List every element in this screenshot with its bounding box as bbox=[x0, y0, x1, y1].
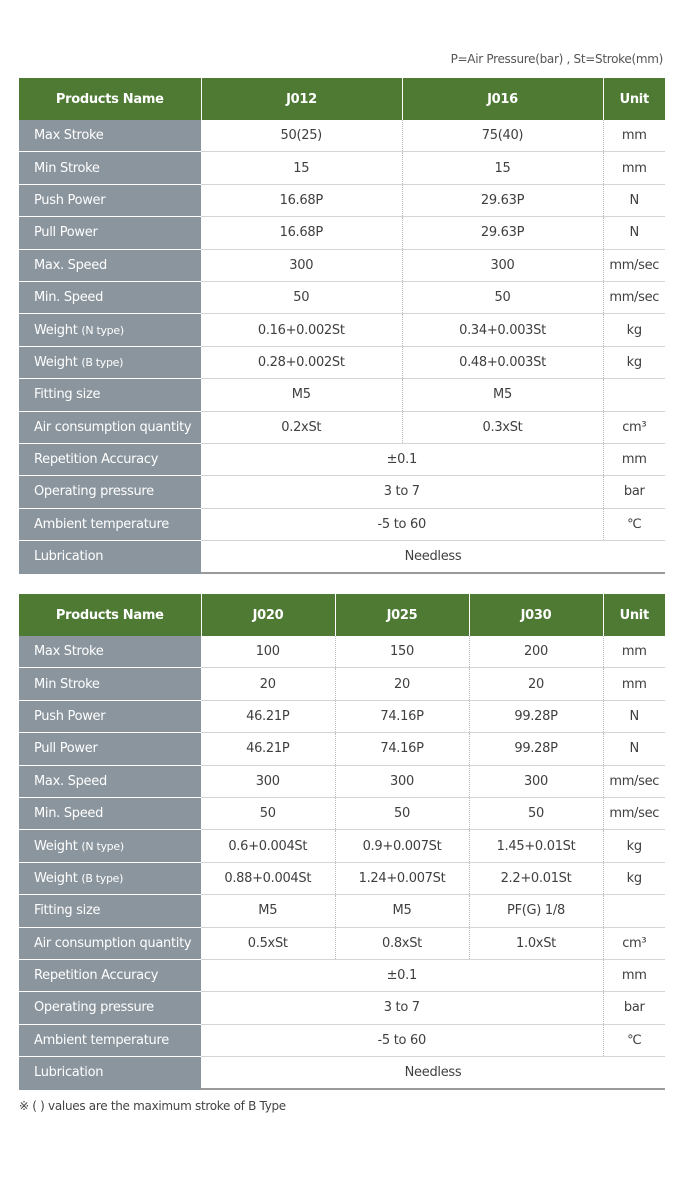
header-unit: Unit bbox=[603, 594, 665, 636]
cell-unit: mm bbox=[603, 120, 665, 152]
table-row bbox=[19, 830, 665, 862]
row-label-text: Repetition Accuracy bbox=[34, 452, 159, 468]
row-label-text: Air consumption quantity bbox=[34, 419, 192, 435]
cell-unit: mm bbox=[603, 959, 665, 991]
cell-unit: cm³ bbox=[603, 927, 665, 959]
cell-value: 300 bbox=[335, 765, 469, 797]
cell-value: 0.8xSt bbox=[335, 927, 469, 959]
cell-value: 0.9+0.007St bbox=[335, 830, 469, 862]
header-model: J030 bbox=[469, 594, 603, 636]
table-row bbox=[19, 281, 665, 313]
table-row bbox=[19, 765, 665, 797]
table-row bbox=[19, 959, 665, 991]
cell-value-span: Needless bbox=[201, 541, 665, 574]
cell-value: 0.16+0.002St bbox=[201, 314, 402, 346]
table-row bbox=[19, 797, 665, 829]
header-model: J020 bbox=[201, 594, 335, 636]
row-label bbox=[19, 346, 201, 378]
table-row bbox=[19, 733, 665, 765]
cell-value: 74.16P bbox=[335, 700, 469, 732]
row-label bbox=[19, 830, 201, 862]
cell-unit: mm bbox=[603, 668, 665, 700]
table-row bbox=[19, 249, 665, 281]
table-header-row bbox=[19, 594, 665, 636]
cell-value: 0.2xSt bbox=[201, 411, 402, 443]
cell-unit bbox=[603, 895, 665, 927]
table-row bbox=[19, 541, 665, 574]
row-label bbox=[19, 1024, 201, 1056]
cell-unit: mm/sec bbox=[603, 249, 665, 281]
row-label-text: Max Stroke bbox=[34, 644, 104, 660]
cell-unit: mm/sec bbox=[603, 281, 665, 313]
row-label-text: Fitting size bbox=[34, 387, 101, 403]
row-label bbox=[19, 992, 201, 1024]
cell-value: 0.3xSt bbox=[402, 411, 603, 443]
table-row bbox=[19, 120, 665, 152]
row-label bbox=[19, 508, 201, 540]
row-label bbox=[19, 217, 201, 249]
cell-value-span: 3 to 7 bbox=[201, 476, 603, 508]
cell-value: 15 bbox=[201, 152, 402, 184]
row-label-text: Lubrication bbox=[34, 549, 104, 565]
cell-value: M5 bbox=[402, 379, 603, 411]
row-label bbox=[19, 733, 201, 765]
table-row bbox=[19, 184, 665, 216]
row-label-text: Push Power bbox=[34, 708, 106, 724]
cell-unit: N bbox=[603, 217, 665, 249]
cell-value: 16.68P bbox=[201, 217, 402, 249]
row-label-text: Push Power bbox=[34, 192, 106, 208]
row-label-text: Weight bbox=[34, 322, 78, 338]
row-label bbox=[19, 152, 201, 184]
table-row bbox=[19, 992, 665, 1024]
cell-value: 46.21P bbox=[201, 700, 335, 732]
cell-value: 46.21P bbox=[201, 733, 335, 765]
row-label-text: Weight bbox=[34, 838, 78, 854]
row-label bbox=[19, 411, 201, 443]
table-row bbox=[19, 895, 665, 927]
row-label bbox=[19, 862, 201, 894]
table-row bbox=[19, 346, 665, 378]
cell-unit bbox=[603, 379, 665, 411]
table-row bbox=[19, 636, 665, 668]
row-label bbox=[19, 476, 201, 508]
cell-value: 50 bbox=[402, 281, 603, 313]
table-row bbox=[19, 217, 665, 249]
row-label-text: Fitting size bbox=[34, 903, 101, 919]
spec-table-j020-j030 bbox=[19, 594, 665, 1090]
row-label-text: Max. Speed bbox=[34, 773, 107, 789]
cell-value-span: -5 to 60 bbox=[201, 1024, 603, 1056]
row-label-subtype: (N type) bbox=[81, 323, 124, 337]
row-label-text: Operating pressure bbox=[34, 484, 154, 500]
cell-value: 0.34+0.003St bbox=[402, 314, 603, 346]
row-label bbox=[19, 797, 201, 829]
cell-unit: bar bbox=[603, 992, 665, 1024]
header-products-name: Products Name bbox=[19, 78, 201, 120]
row-label bbox=[19, 249, 201, 281]
cell-value: 15 bbox=[402, 152, 603, 184]
footnote: ※ ( ) values are the maximum stroke of B Type bbox=[19, 1099, 286, 1113]
row-label-text: Repetition Accuracy bbox=[34, 968, 159, 984]
table-row bbox=[19, 700, 665, 732]
cell-unit: kg bbox=[603, 862, 665, 894]
cell-unit: mm bbox=[603, 636, 665, 668]
row-label bbox=[19, 668, 201, 700]
table-row bbox=[19, 1024, 665, 1056]
row-label-text: Pull Power bbox=[34, 225, 98, 241]
row-label bbox=[19, 765, 201, 797]
cell-value: PF(G) 1/8 bbox=[469, 895, 603, 927]
cell-value: 75(40) bbox=[402, 120, 603, 152]
row-label-text: Min. Speed bbox=[34, 806, 104, 822]
row-label-subtype: (B type) bbox=[81, 871, 124, 885]
cell-value: 20 bbox=[335, 668, 469, 700]
row-label bbox=[19, 281, 201, 313]
row-label-text: Max. Speed bbox=[34, 257, 107, 273]
row-label-text: Min. Speed bbox=[34, 290, 104, 306]
cell-value-span: -5 to 60 bbox=[201, 508, 603, 540]
cell-value: 20 bbox=[201, 668, 335, 700]
cell-value: 50 bbox=[201, 797, 335, 829]
cell-value: M5 bbox=[201, 379, 402, 411]
cell-value: 0.88+0.004St bbox=[201, 862, 335, 894]
cell-unit: mm/sec bbox=[603, 765, 665, 797]
table-header-row bbox=[19, 78, 665, 120]
row-label bbox=[19, 895, 201, 927]
cell-unit: ℃ bbox=[603, 508, 665, 540]
cell-unit: bar bbox=[603, 476, 665, 508]
row-label bbox=[19, 700, 201, 732]
row-label-text: Lubrication bbox=[34, 1065, 104, 1081]
row-label-text: Pull Power bbox=[34, 741, 98, 757]
cell-value: 50 bbox=[469, 797, 603, 829]
cell-value-span: ±0.1 bbox=[201, 959, 603, 991]
row-label bbox=[19, 314, 201, 346]
cell-value: 29.63P bbox=[402, 217, 603, 249]
row-label-text: Ambient temperature bbox=[34, 516, 169, 532]
header-unit: Unit bbox=[603, 78, 665, 120]
row-label bbox=[19, 443, 201, 475]
row-label bbox=[19, 379, 201, 411]
cell-value: 50 bbox=[335, 797, 469, 829]
header-model: J016 bbox=[402, 78, 603, 120]
cell-value: 300 bbox=[469, 765, 603, 797]
cell-value: 99.28P bbox=[469, 733, 603, 765]
table-row bbox=[19, 443, 665, 475]
row-label bbox=[19, 184, 201, 216]
cell-value: 1.0xSt bbox=[469, 927, 603, 959]
table-row bbox=[19, 152, 665, 184]
cell-value: 0.6+0.004St bbox=[201, 830, 335, 862]
row-label-text: Operating pressure bbox=[34, 1000, 154, 1016]
cell-value: 1.24+0.007St bbox=[335, 862, 469, 894]
cell-value: 0.28+0.002St bbox=[201, 346, 402, 378]
row-label bbox=[19, 636, 201, 668]
cell-value: 0.48+0.003St bbox=[402, 346, 603, 378]
cell-value: M5 bbox=[335, 895, 469, 927]
cell-unit: ℃ bbox=[603, 1024, 665, 1056]
table-row bbox=[19, 314, 665, 346]
row-label-text: Weight bbox=[34, 354, 78, 370]
cell-value: 300 bbox=[201, 765, 335, 797]
table-row bbox=[19, 668, 665, 700]
cell-value: 300 bbox=[402, 249, 603, 281]
row-label-text: Ambient temperature bbox=[34, 1032, 169, 1048]
cell-value: 50 bbox=[201, 281, 402, 313]
row-label-text: Air consumption quantity bbox=[34, 935, 192, 951]
row-label-subtype: (B type) bbox=[81, 355, 124, 369]
cell-value: 16.68P bbox=[201, 184, 402, 216]
cell-value: 20 bbox=[469, 668, 603, 700]
table-row bbox=[19, 476, 665, 508]
cell-unit: kg bbox=[603, 346, 665, 378]
cell-unit: mm bbox=[603, 152, 665, 184]
cell-value-span: 3 to 7 bbox=[201, 992, 603, 1024]
row-label-text: Min Stroke bbox=[34, 160, 100, 176]
table-row bbox=[19, 379, 665, 411]
cell-value-span: Needless bbox=[201, 1057, 665, 1090]
cell-unit: N bbox=[603, 700, 665, 732]
cell-unit: N bbox=[603, 733, 665, 765]
cell-value: 50(25) bbox=[280, 128, 322, 144]
cell-value: 100 bbox=[255, 644, 280, 660]
cell-value: 29.63P bbox=[402, 184, 603, 216]
cell-unit: kg bbox=[603, 314, 665, 346]
cell-value: 2.2+0.01St bbox=[469, 862, 603, 894]
row-label-text: Max Stroke bbox=[34, 128, 104, 144]
row-label bbox=[19, 959, 201, 991]
row-label bbox=[19, 1057, 201, 1090]
table-row bbox=[19, 411, 665, 443]
cell-value: 200 bbox=[469, 636, 603, 668]
cell-value: 74.16P bbox=[335, 733, 469, 765]
header-model: J025 bbox=[335, 594, 469, 636]
cell-value: 0.5xSt bbox=[201, 927, 335, 959]
table-row bbox=[19, 508, 665, 540]
header-model: J012 bbox=[201, 78, 402, 120]
table-row bbox=[19, 862, 665, 894]
header-products-name: Products Name bbox=[19, 594, 201, 636]
table-row bbox=[19, 1057, 665, 1090]
cell-value: 99.28P bbox=[469, 700, 603, 732]
cell-unit: kg bbox=[603, 830, 665, 862]
cell-value: 300 bbox=[201, 249, 402, 281]
row-label-text: Min Stroke bbox=[34, 676, 100, 692]
row-label-subtype: (N type) bbox=[81, 839, 124, 853]
row-label-text: Weight bbox=[34, 870, 78, 886]
cell-unit: mm bbox=[603, 443, 665, 475]
cell-value: M5 bbox=[201, 895, 335, 927]
cell-unit: mm/sec bbox=[603, 797, 665, 829]
units-legend-note: P=Air Pressure(bar) , St=Stroke(mm) bbox=[450, 52, 663, 66]
cell-value-span: ±0.1 bbox=[201, 443, 603, 475]
row-label bbox=[19, 927, 201, 959]
table-row bbox=[19, 927, 665, 959]
row-label bbox=[19, 541, 201, 574]
cell-unit: N bbox=[603, 184, 665, 216]
cell-value: 1.45+0.01St bbox=[469, 830, 603, 862]
cell-unit: cm³ bbox=[603, 411, 665, 443]
cell-value: 150 bbox=[335, 636, 469, 668]
row-label bbox=[19, 120, 201, 152]
spec-table-j012-j016 bbox=[19, 78, 665, 574]
